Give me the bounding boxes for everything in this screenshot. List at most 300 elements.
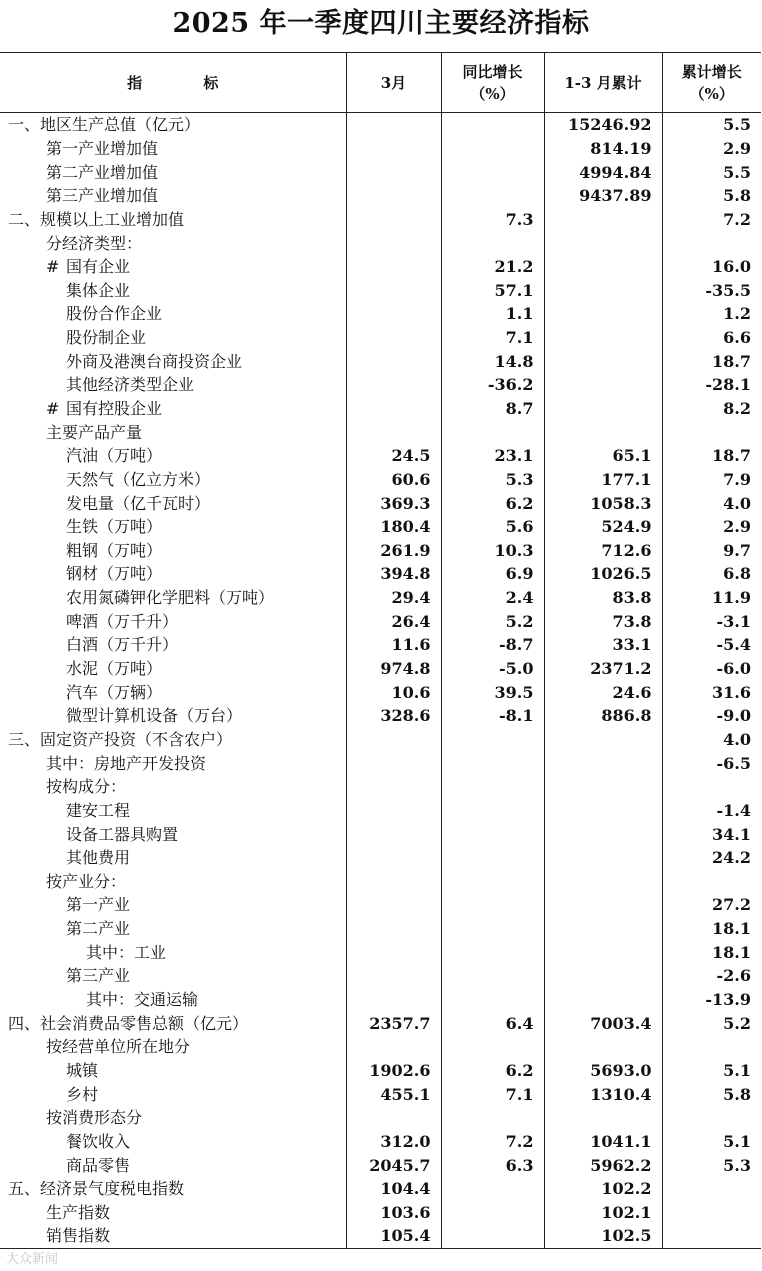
indicator-label-text: 农用氮磷钾化学肥料（万吨） <box>66 588 275 608</box>
indicator-label-text: 第一产业增加值 <box>46 138 159 158</box>
indicator-label-text: 粗钢（万吨） <box>66 540 163 560</box>
yoy-value <box>441 728 544 752</box>
indicator-label <box>0 704 346 728</box>
cum-growth-value: 31.6 <box>662 680 761 704</box>
month-value <box>346 184 441 208</box>
indicator-label-text: 天然气（亿立方米） <box>66 469 211 489</box>
cum-growth-value: 18.7 <box>662 349 761 373</box>
indicator-label-text: 国有企业 <box>66 257 131 277</box>
yoy-value <box>441 1224 544 1248</box>
cumulative-value <box>544 326 662 350</box>
header-yoy-line2: （%） <box>470 84 515 103</box>
indicator-label <box>0 822 346 846</box>
table-row <box>0 1035 761 1059</box>
indicator-label-text: 汽车（万辆） <box>66 682 163 702</box>
hash-marker: # <box>46 399 60 418</box>
indicator-label-text: 其中：交通运输 <box>86 990 199 1010</box>
indicator-label <box>0 326 346 350</box>
month-value <box>346 373 441 397</box>
header-month: 3月 <box>346 53 441 113</box>
month-value <box>346 822 441 846</box>
yoy-value <box>441 893 544 917</box>
cum-growth-value <box>662 1106 761 1130</box>
cumulative-value <box>544 1106 662 1130</box>
cumulative-value <box>544 893 662 917</box>
header-cumulative: 1-3 月累计 <box>544 53 662 113</box>
indicator-label <box>0 1106 346 1130</box>
indicator-label-text: 汽油（万吨） <box>66 446 163 466</box>
header-yoy <box>441 53 544 113</box>
indicator-label <box>0 917 346 941</box>
cum-growth-value: -28.1 <box>662 373 761 397</box>
cumulative-value: 102.5 <box>544 1224 662 1248</box>
table-row <box>0 397 761 421</box>
cum-growth-value: 11.9 <box>662 586 761 610</box>
cum-growth-value: 5.5 <box>662 113 761 137</box>
yoy-value: -36.2 <box>441 373 544 397</box>
cumulative-value: 102.1 <box>544 1200 662 1224</box>
indicator-label-text: 其他经济类型企业 <box>66 375 195 395</box>
yoy-value <box>441 917 544 941</box>
indicator-label-text: 啤酒（万千升） <box>66 611 179 631</box>
indicator-label-text: 其中：工业 <box>86 942 167 962</box>
cum-growth-value: 6.6 <box>662 326 761 350</box>
indicator-label <box>0 728 346 752</box>
yoy-value <box>441 160 544 184</box>
yoy-value: -5.0 <box>441 657 544 681</box>
month-value <box>346 1035 441 1059</box>
indicator-label-text: 第一产业 <box>66 895 131 915</box>
month-value: 369.3 <box>346 491 441 515</box>
table-row <box>0 846 761 870</box>
cum-growth-value <box>662 1177 761 1201</box>
month-value <box>346 255 441 279</box>
cum-growth-value: 2.9 <box>662 137 761 161</box>
table-row <box>0 468 761 492</box>
cumulative-value <box>544 870 662 894</box>
cumulative-value: 33.1 <box>544 633 662 657</box>
indicator-label <box>0 255 346 279</box>
cumulative-value: 524.9 <box>544 515 662 539</box>
table-row <box>0 160 761 184</box>
table-row <box>0 539 761 563</box>
cumulative-value <box>544 988 662 1012</box>
month-value <box>346 870 441 894</box>
cumulative-value: 7003.4 <box>544 1011 662 1035</box>
cum-growth-value: -2.6 <box>662 964 761 988</box>
cumulative-value: 73.8 <box>544 609 662 633</box>
table-row <box>0 420 761 444</box>
month-value: 180.4 <box>346 515 441 539</box>
yoy-value: 6.9 <box>441 562 544 586</box>
month-value <box>346 420 441 444</box>
cum-growth-value: 5.5 <box>662 160 761 184</box>
yoy-value: 8.7 <box>441 397 544 421</box>
indicator-label <box>0 633 346 657</box>
month-value <box>346 231 441 255</box>
month-value: 10.6 <box>346 680 441 704</box>
cumulative-value: 9437.89 <box>544 184 662 208</box>
table-row <box>0 917 761 941</box>
yoy-value <box>441 775 544 799</box>
yoy-value <box>441 988 544 1012</box>
month-value <box>346 113 441 137</box>
yoy-value <box>441 1177 544 1201</box>
cum-growth-value: -9.0 <box>662 704 761 728</box>
indicator-label-text: 五、经济景气度税电指数 <box>8 1179 185 1199</box>
month-value: 394.8 <box>346 562 441 586</box>
cum-growth-value: 9.7 <box>662 539 761 563</box>
yoy-value <box>441 870 544 894</box>
month-value: 261.9 <box>346 539 441 563</box>
month-value: 974.8 <box>346 657 441 681</box>
yoy-value <box>441 137 544 161</box>
month-value: 104.4 <box>346 1177 441 1201</box>
indicator-label-text: 微型计算机设备（万台） <box>66 706 243 726</box>
indicator-label-text: 销售指数 <box>46 1226 111 1246</box>
table-row <box>0 113 761 137</box>
month-value: 2357.7 <box>346 1011 441 1035</box>
cum-growth-value: 7.9 <box>662 468 761 492</box>
cum-growth-value <box>662 1200 761 1224</box>
yoy-value <box>441 799 544 823</box>
table-row <box>0 278 761 302</box>
indicator-label-text: 商品零售 <box>66 1155 131 1175</box>
table-row <box>0 1200 761 1224</box>
yoy-value: 5.6 <box>441 515 544 539</box>
indicator-label <box>0 964 346 988</box>
cumulative-value: 15246.92 <box>544 113 662 137</box>
table-row <box>0 373 761 397</box>
cumulative-value <box>544 397 662 421</box>
cum-growth-value: 27.2 <box>662 893 761 917</box>
yoy-value: 21.2 <box>441 255 544 279</box>
indicator-label <box>0 799 346 823</box>
table-row <box>0 1011 761 1035</box>
table-row <box>0 1106 761 1130</box>
cum-growth-value: 5.2 <box>662 1011 761 1035</box>
indicator-label <box>0 278 346 302</box>
indicator-label-text: 其他费用 <box>66 848 131 868</box>
indicator-label-text: 外商及港澳台商投资企业 <box>66 351 243 371</box>
table-row <box>0 586 761 610</box>
month-value: 103.6 <box>346 1200 441 1224</box>
cumulative-value: 65.1 <box>544 444 662 468</box>
yoy-value: -8.1 <box>441 704 544 728</box>
month-value: 1902.6 <box>346 1059 441 1083</box>
yoy-value: 6.3 <box>441 1153 544 1177</box>
table-row <box>0 302 761 326</box>
month-value <box>346 137 441 161</box>
table-row <box>0 326 761 350</box>
month-value: 312.0 <box>346 1130 441 1154</box>
page-title: 2025 年一季度四川主要经济指标 <box>172 8 590 39</box>
cumulative-value <box>544 373 662 397</box>
table-row <box>0 1130 761 1154</box>
table-row <box>0 940 761 964</box>
yoy-value <box>441 184 544 208</box>
month-value <box>346 917 441 941</box>
cumulative-value: 1058.3 <box>544 491 662 515</box>
indicator-label-text: 二、规模以上工业增加值 <box>8 209 185 229</box>
indicator-label-text: 乡村 <box>66 1084 99 1104</box>
month-value: 60.6 <box>346 468 441 492</box>
indicator-label <box>0 420 346 444</box>
indicator-label <box>0 539 346 563</box>
cum-growth-value: 18.7 <box>662 444 761 468</box>
cumulative-value <box>544 751 662 775</box>
yoy-value: 7.1 <box>441 1082 544 1106</box>
table-row <box>0 964 761 988</box>
table-body <box>0 113 761 1249</box>
table-row <box>0 870 761 894</box>
indicator-label-text: 主要产品产量 <box>46 422 143 442</box>
yoy-value: 7.2 <box>441 1130 544 1154</box>
month-value <box>346 208 441 232</box>
indicator-label <box>0 1224 346 1248</box>
indicator-label <box>0 775 346 799</box>
month-value: 11.6 <box>346 633 441 657</box>
month-value: 455.1 <box>346 1082 441 1106</box>
indicator-label <box>0 113 346 137</box>
indicator-label-text: 股份制企业 <box>66 328 147 348</box>
yoy-value: 10.3 <box>441 539 544 563</box>
indicator-label <box>0 609 346 633</box>
cum-growth-value <box>662 420 761 444</box>
month-value <box>346 775 441 799</box>
month-value <box>346 1106 441 1130</box>
header-cum-growth-line2: （%） <box>689 84 734 103</box>
indicator-label-text: 第三产业增加值 <box>46 186 159 206</box>
indicator-label-text: 三、固定资产投资（不含农户） <box>8 729 233 749</box>
cum-growth-value: 18.1 <box>662 940 761 964</box>
yoy-value <box>441 113 544 137</box>
cumulative-value: 1310.4 <box>544 1082 662 1106</box>
indicator-label <box>0 160 346 184</box>
table-row <box>0 657 761 681</box>
cumulative-value <box>544 775 662 799</box>
cumulative-value: 712.6 <box>544 539 662 563</box>
indicator-label <box>0 657 346 681</box>
indicator-label <box>0 1153 346 1177</box>
yoy-value <box>441 751 544 775</box>
month-value: 29.4 <box>346 586 441 610</box>
indicator-label-text: 按构成分： <box>46 777 127 797</box>
indicator-label-text: 集体企业 <box>66 280 131 300</box>
cumulative-value: 1041.1 <box>544 1130 662 1154</box>
month-value <box>346 893 441 917</box>
yoy-value: 39.5 <box>441 680 544 704</box>
yoy-value: 6.2 <box>441 491 544 515</box>
cumulative-value: 886.8 <box>544 704 662 728</box>
hash-marker: # <box>46 257 60 277</box>
yoy-value <box>441 964 544 988</box>
cum-growth-value: 5.3 <box>662 1153 761 1177</box>
cumulative-value: 24.6 <box>544 680 662 704</box>
month-value <box>346 940 441 964</box>
cumulative-value: 1026.5 <box>544 562 662 586</box>
month-value: 328.6 <box>346 704 441 728</box>
indicator-label-text: 四、社会消费品零售总额（亿元） <box>8 1013 249 1033</box>
header-yoy-line1: 同比增长 <box>462 62 523 81</box>
yoy-value: 14.8 <box>441 349 544 373</box>
cumulative-value <box>544 278 662 302</box>
indicator-label-text: 水泥（万吨） <box>66 659 163 679</box>
indicator-label-text: 建安工程 <box>66 800 131 820</box>
yoy-value: 23.1 <box>441 444 544 468</box>
indicator-label-text: 其中：房地产开发投资 <box>46 753 207 773</box>
month-value <box>346 728 441 752</box>
cum-growth-value <box>662 1224 761 1248</box>
indicator-label <box>0 1059 346 1083</box>
indicator-label-text: 第三产业 <box>66 966 131 986</box>
indicator-label <box>0 1035 346 1059</box>
indicator-label <box>0 349 346 373</box>
yoy-value: 2.4 <box>441 586 544 610</box>
cumulative-value: 814.19 <box>544 137 662 161</box>
header-cum-growth <box>662 53 761 113</box>
month-value <box>346 751 441 775</box>
indicator-label <box>0 751 346 775</box>
cum-growth-value: 7.2 <box>662 208 761 232</box>
table-row <box>0 609 761 633</box>
cum-growth-value: 5.1 <box>662 1130 761 1154</box>
indicator-label <box>0 1177 346 1201</box>
yoy-value: 5.2 <box>441 609 544 633</box>
indicator-label <box>0 468 346 492</box>
yoy-value: 7.3 <box>441 208 544 232</box>
indicator-label <box>0 1130 346 1154</box>
cumulative-value <box>544 846 662 870</box>
cum-growth-value: 18.1 <box>662 917 761 941</box>
cumulative-value <box>544 349 662 373</box>
indicator-label <box>0 1011 346 1035</box>
indicator-label-text: 生产指数 <box>46 1202 111 1222</box>
month-value <box>346 846 441 870</box>
table-row <box>0 704 761 728</box>
indicator-label <box>0 846 346 870</box>
indicator-label-text: 设备工器具购置 <box>66 824 179 844</box>
indicator-label <box>0 586 346 610</box>
indicator-label <box>0 302 346 326</box>
indicator-label <box>0 491 346 515</box>
cumulative-value <box>544 208 662 232</box>
indicator-label-text: 餐饮收入 <box>66 1131 131 1151</box>
indicator-label <box>0 231 346 255</box>
yoy-value: 7.1 <box>441 326 544 350</box>
cum-growth-value: -6.0 <box>662 657 761 681</box>
cum-growth-value <box>662 231 761 255</box>
cumulative-value <box>544 964 662 988</box>
indicator-label <box>0 940 346 964</box>
month-value <box>346 988 441 1012</box>
cum-growth-value: 2.9 <box>662 515 761 539</box>
yoy-value: 6.2 <box>441 1059 544 1083</box>
table-row <box>0 349 761 373</box>
yoy-value <box>441 940 544 964</box>
yoy-value <box>441 231 544 255</box>
indicator-label <box>0 184 346 208</box>
indicator-label-text: 城镇 <box>66 1060 99 1080</box>
table-row <box>0 208 761 232</box>
cum-growth-value: 4.0 <box>662 491 761 515</box>
indicators-table <box>0 52 761 1249</box>
yoy-value: 5.3 <box>441 468 544 492</box>
cum-growth-value: 4.0 <box>662 728 761 752</box>
table-row <box>0 988 761 1012</box>
table-row <box>0 255 761 279</box>
yoy-value <box>441 1106 544 1130</box>
indicator-label <box>0 208 346 232</box>
cumulative-value <box>544 1035 662 1059</box>
indicator-label <box>0 562 346 586</box>
indicator-label-text: 一、地区生产总值（亿元） <box>8 115 201 135</box>
cum-growth-value: -3.1 <box>662 609 761 633</box>
indicator-label <box>0 680 346 704</box>
table-row <box>0 822 761 846</box>
yoy-value: 57.1 <box>441 278 544 302</box>
yoy-value <box>441 1035 544 1059</box>
yoy-value <box>441 846 544 870</box>
cumulative-value <box>544 940 662 964</box>
cumulative-value: 83.8 <box>544 586 662 610</box>
indicator-label-text: 分经济类型： <box>46 233 143 253</box>
table-row <box>0 231 761 255</box>
table-row <box>0 775 761 799</box>
indicator-label-text: 第二产业增加值 <box>46 162 159 182</box>
header-indicator: 指 标 <box>0 53 346 113</box>
cum-growth-value: 5.1 <box>662 1059 761 1083</box>
table-row <box>0 893 761 917</box>
table-row <box>0 1153 761 1177</box>
cum-growth-value <box>662 775 761 799</box>
cum-growth-value: 1.2 <box>662 302 761 326</box>
cumulative-value: 4994.84 <box>544 160 662 184</box>
table-row <box>0 137 761 161</box>
cumulative-value: 102.2 <box>544 1177 662 1201</box>
indicator-label-text: 发电量（亿千瓦时） <box>66 493 211 513</box>
table-row <box>0 1224 761 1248</box>
indicator-label-text: 股份合作企业 <box>66 304 163 324</box>
month-value <box>346 160 441 184</box>
cumulative-value: 5693.0 <box>544 1059 662 1083</box>
indicator-label <box>0 137 346 161</box>
yoy-value: 1.1 <box>441 302 544 326</box>
cum-growth-value <box>662 870 761 894</box>
indicator-label <box>0 373 346 397</box>
cumulative-value <box>544 799 662 823</box>
month-value <box>346 964 441 988</box>
cum-growth-value: 34.1 <box>662 822 761 846</box>
indicator-label <box>0 893 346 917</box>
cum-growth-value: -1.4 <box>662 799 761 823</box>
table-row <box>0 633 761 657</box>
indicator-label-text: 按经营单位所在地分 <box>46 1037 191 1057</box>
indicator-label <box>0 1082 346 1106</box>
table-row <box>0 562 761 586</box>
watermark: 大众新闻 <box>6 1252 59 1267</box>
indicator-label-text: 按消费形态分 <box>46 1108 143 1128</box>
cumulative-value <box>544 420 662 444</box>
cum-growth-value: -35.5 <box>662 278 761 302</box>
cum-growth-value: 16.0 <box>662 255 761 279</box>
cum-growth-value: 8.2 <box>662 397 761 421</box>
table-row <box>0 1177 761 1201</box>
month-value <box>346 278 441 302</box>
indicator-label-text: 按产业分： <box>46 871 127 891</box>
month-value <box>346 397 441 421</box>
month-value: 2045.7 <box>346 1153 441 1177</box>
